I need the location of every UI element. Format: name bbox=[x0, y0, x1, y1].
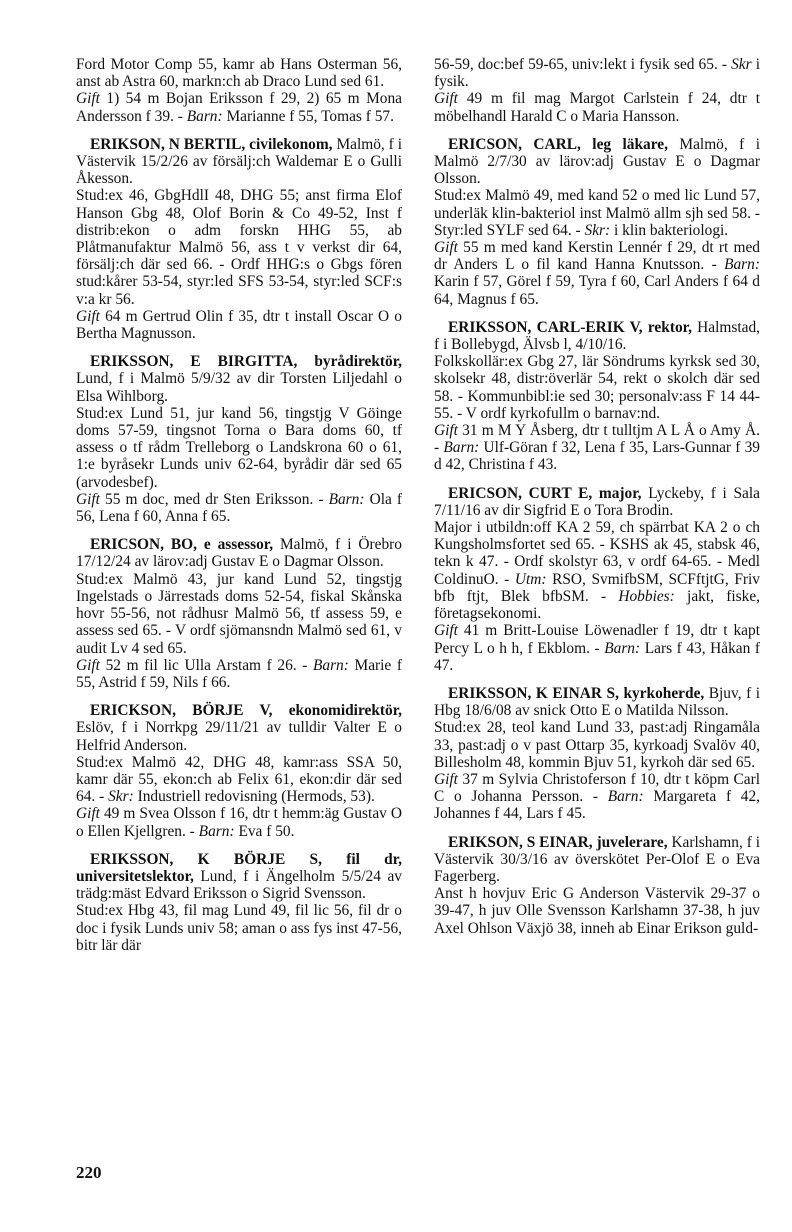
text-run: Ola f 56, Lena f 60, Anna f 65. bbox=[76, 490, 402, 526]
entry-paragraph bbox=[76, 657, 402, 691]
italic-label: Gift bbox=[76, 307, 100, 325]
entry-heading-paragraph bbox=[434, 834, 760, 886]
italic-label: Gift bbox=[76, 490, 100, 508]
text-run: 49 m Svea Olsson f 16, dtr t hemm:äg Gustav O o Ellen Kjellgren. - bbox=[76, 805, 402, 840]
text-run: Malmö, f i Örebro 17/12/24 av lärov:adj Gustav E o Dagmar Olsson. bbox=[76, 536, 402, 571]
text-run: 31 m M Y Åsberg, dtr t tulltjm A L Å o Amy Å. - bbox=[434, 422, 760, 457]
text-run: Eslöv, f i Norrkpg 29/11/21 av tulldir Valter E o Helfrid Anderson. bbox=[76, 719, 402, 754]
italic-label: Barn: bbox=[604, 639, 641, 657]
page-number: 220 bbox=[76, 1163, 102, 1182]
text-run: Stud:ex 46, GbgHdlI 48, DHG 55; anst firma Elof Hanson Gbg 48, Olof Borin & Co 49-52, Inst f distrib:ekon o adm forskn HHG 55, ab Plåtmanufaktur Malmö 56, ass t v verkst dir 64, försälj:ch där sed 66. - Ordf HHG:s o Gbgs fören stud:kårer 53-54, styr:led SFS 53-54, styr:led SCF:s v:a kr 56. bbox=[76, 187, 402, 308]
entry-paragraph bbox=[76, 56, 402, 90]
biography-entry bbox=[434, 319, 760, 474]
text-run: Marie f 55, Astrid f 59, Nils f 66. bbox=[76, 656, 402, 691]
entry-name-title: ERICSON, BO, e assessor, bbox=[90, 536, 274, 554]
italic-label: Skr: bbox=[108, 788, 134, 806]
text-run: Lars f 43, Håkan f 47. bbox=[434, 639, 760, 674]
italic-label: Hobbies: bbox=[618, 587, 675, 605]
text-run: Margareta f 42, Johannes f 44, Lars f 45. bbox=[434, 788, 761, 823]
text-run: Folkskollär:ex Gbg 27, lär Söndrums kyrksk sed 30, skolsekr 48, distr:överlär 54, rekt o skolch där sed 58. - Kommunbibl:ie sed 30; personalv:ass F 14 44-55. - V ordf kyrkofullm o barnav:nd. bbox=[434, 353, 760, 422]
biography-entry bbox=[434, 485, 760, 674]
entry-paragraph bbox=[76, 491, 402, 525]
entry-paragraph bbox=[434, 519, 760, 622]
text-run: Karin f 57, Görel f 59, Tyra f 60, Carl Anders f 64 d 64, Magnus f 65. bbox=[434, 273, 760, 308]
entry-name-title: ERICSON, CARL, leg läkare, bbox=[448, 135, 668, 153]
entry-paragraph bbox=[434, 422, 760, 474]
italic-label: Skr: bbox=[584, 221, 611, 239]
text-run: Stud:ex Lund 51, jur kand 56, tingstjg V Göinge doms 57-59, tingsnot Torna o Bara doms 60, tf assess o tf rådm Trelleborg o Landskrona 60 o 61, 1:e byråsekr Lunds univ 62-64, byrådir där sed 65 (arvodesbef). bbox=[76, 404, 402, 491]
entry-heading-paragraph bbox=[434, 485, 760, 519]
biography-entry bbox=[434, 56, 760, 125]
italic-label: Gift bbox=[434, 622, 458, 640]
entry-heading-paragraph bbox=[434, 136, 760, 188]
text-run: Lund, f i Ängelholm 5/5/24 av trädg:mäst Edvard Eriksson o Sigrid Svensson. bbox=[76, 867, 402, 903]
entry-paragraph bbox=[434, 90, 760, 124]
left-column bbox=[76, 56, 402, 965]
text-run: Karlshamn, f i Västervik 30/3/16 av överskötet Per-Olof E o Eva Fagerberg. bbox=[434, 833, 760, 885]
biography-entry bbox=[76, 353, 402, 525]
text-run: Marianne f 55, Tomas f 57. bbox=[222, 107, 394, 125]
italic-label: Barn: bbox=[186, 107, 223, 125]
entry-heading-paragraph bbox=[76, 136, 402, 188]
italic-label: Gift bbox=[76, 90, 100, 108]
entry-heading-paragraph bbox=[76, 536, 402, 570]
italic-label: Barn: bbox=[198, 822, 235, 840]
text-run: 56-59, doc:bef 59-65, univ:lekt i fysik sed 65. - bbox=[434, 56, 732, 73]
italic-label: Barn: bbox=[312, 656, 349, 674]
entry-heading-paragraph bbox=[434, 685, 760, 719]
text-run: Ulf-Göran f 32, Lena f 35, Lars-Gunnar f 39 d 42, Christina f 43. bbox=[434, 439, 760, 474]
entry-paragraph bbox=[76, 187, 402, 307]
entry-heading-paragraph bbox=[76, 353, 402, 405]
text-run: Stud:ex Malmö 43, jur kand Lund 52, tingstjg Ingelstads o Järrestads doms 52-54, fiskal Skånska hovr 55-56, not rådhusr Malmö 56, tf assess 59, e assess sed 65. - V ordf sjömansndn Malmö sed 61, v audit Lv 4 sed 65. bbox=[76, 570, 402, 657]
text-run: Stud:ex Hbg 43, fil mag Lund 49, fil lic 56, fil dr o doc i fysik Lunds univ 58; aman o ass fys inst 47-56, bitr lär där bbox=[76, 902, 402, 954]
entry-heading-paragraph bbox=[76, 851, 402, 903]
text-run: Major i utbildn:off KA 2 59, ch spärrbat KA 2 o ch Kungsholmsfortet sed 65. - KSHS ak 45, stabsk 46, tekn k 47. - Ordf skolstyr 63, v ordf 64-65. - Medl ColdinuO. - bbox=[434, 519, 760, 588]
entry-paragraph bbox=[434, 239, 760, 308]
text-run: Halmstad, f i Bollebygd, Älvsb l, 4/10/16. bbox=[434, 318, 760, 354]
entry-paragraph bbox=[434, 56, 760, 90]
entry-name-title: ERIKSSON, K BÖRJE S, fil dr, universitetslektor, bbox=[76, 850, 402, 885]
italic-label: Gift bbox=[434, 239, 458, 257]
entry-paragraph bbox=[434, 885, 760, 937]
entry-name-title: ERIKSON, S EINAR, juvelerare, bbox=[448, 833, 668, 851]
entry-paragraph bbox=[76, 805, 402, 839]
biography-entry bbox=[76, 702, 402, 840]
text-run: Malmö, f i Malmö 2/7/30 av lärov:adj Gustav E o Dagmar Olsson. bbox=[434, 135, 760, 188]
biography-entry bbox=[76, 851, 402, 954]
entry-name-title: ERIKSON, N BERTIL, civilekonom, bbox=[90, 135, 333, 153]
text-run: Anst h hovjuv Eric G Anderson Västervik 29-37 o 39-47, h juv Olle Svensson Karlshamn 37-38, h juv Axel Ohlson Växjö 38, inneh ab Einar Erikson guld- bbox=[434, 885, 760, 937]
entry-paragraph bbox=[434, 771, 760, 823]
entry-name-title: ERIKSSON, E BIRGITTA, byrådirektör, bbox=[90, 353, 402, 371]
biography-entry bbox=[76, 536, 402, 691]
italic-label: Gift bbox=[434, 90, 458, 108]
biography-entry bbox=[434, 834, 760, 937]
entry-paragraph bbox=[76, 308, 402, 342]
text-run: 1) 54 m Bojan Eriksson f 29, 2) 65 m Mona Andersson f 39. - bbox=[76, 90, 402, 125]
text-run: Bjuv, f i Hbg 18/6/08 av snick Otto E o Matilda Nilsson. bbox=[434, 684, 760, 720]
text-run: Lund, f i Malmö 5/9/32 av dir Torsten Liljedahl o Elsa Wihlborg. bbox=[76, 370, 402, 405]
italic-label: Barn: bbox=[607, 788, 644, 806]
entry-paragraph bbox=[76, 405, 402, 491]
italic-label: Barn: bbox=[328, 490, 365, 508]
italic-label: Gift bbox=[434, 770, 458, 788]
entry-paragraph bbox=[434, 187, 760, 239]
text-run: i fysik. bbox=[434, 56, 760, 91]
entry-paragraph bbox=[434, 622, 760, 674]
text-run: Ford Motor Comp 55, kamr ab Hans Osterman 56, anst ab Astra 60, markn:ch ab Draco Lund sed 61. bbox=[76, 56, 402, 91]
italic-label: Gift bbox=[434, 422, 458, 440]
italic-label: Barn: bbox=[724, 256, 760, 274]
text-run: Stud:ex Malmö 42, DHG 48, kamr:ass SSA 50, kamr där 55, ekon:ch ab Felix 61, ekon:dir där sed 64. - bbox=[76, 753, 402, 806]
text-run: Eva f 50. bbox=[234, 822, 295, 840]
entry-name-title: ERICKSON, BÖRJE V, ekonomidirektör, bbox=[90, 702, 402, 720]
biography-entry bbox=[434, 685, 760, 823]
entry-paragraph bbox=[434, 719, 760, 771]
text-run: Lyckeby, f i Sala 7/11/16 av dir Sigfrid E o Tora Brodin. bbox=[434, 484, 760, 519]
text-run: 64 m Gertrud Olin f 35, dtr t install Oscar O o Bertha Magnusson. bbox=[76, 307, 402, 343]
entry-paragraph bbox=[434, 353, 760, 422]
text-run: 52 m fil lic Ulla Arstam f 26. - bbox=[99, 656, 313, 674]
biography-entry bbox=[434, 136, 760, 308]
text-run: 55 m med kand Kerstin Lennér f 29, dt rt med dr Anders L o fil kand Hanna Knutsson. - bbox=[434, 239, 760, 274]
entry-name-title: ERIKSSON, K EINAR S, kyrkoherde, bbox=[448, 684, 705, 702]
text-run: Stud:ex Malmö 49, med kand 52 o med lic Lund 57, underläk klin-bakteriol inst Malmö allm sjh sed 58. - Styr:led SYLF sed 64. - bbox=[434, 187, 760, 239]
text-run: 49 m fil mag Margot Carlstein f 24, dtr t möbelhandl Harald C o Maria Hansson. bbox=[434, 90, 760, 125]
right-column bbox=[434, 56, 760, 948]
entry-paragraph bbox=[76, 90, 402, 124]
text-run: RSO, SvmifbSM, SCFftjtG, Friv bfb ftjt, Blek bfbSM. - bbox=[434, 570, 760, 605]
italic-label: Barn: bbox=[443, 439, 480, 457]
italic-label: Skr bbox=[731, 56, 752, 73]
entry-paragraph bbox=[76, 754, 402, 806]
italic-label: Gift bbox=[76, 805, 100, 823]
entry-heading-paragraph bbox=[76, 702, 402, 754]
text-run: Stud:ex 28, teol kand Lund 33, past:adj Ringamåla 33, past:adj o v past Ottarp 35, kyrkoadj Svalöv 40, Billesholm 48, kommin Bjuv 51, kyrkoh där sed 65. bbox=[434, 719, 760, 771]
biography-entry bbox=[76, 56, 402, 125]
text-run: 55 m doc, med dr Sten Eriksson. - bbox=[99, 490, 329, 508]
text-run: 41 m Britt-Louise Löwenadler f 19, dtr t kapt Percy L o h h, f Ekblom. - bbox=[434, 622, 760, 657]
text-run: Industriell redovisning (Hermods, 53). bbox=[133, 788, 375, 806]
text-run: jakt, fiske, företagsekonomi. bbox=[434, 587, 761, 623]
italic-label: Utm: bbox=[514, 570, 547, 588]
text-run: Malmö, f i Västervik 15/2/26 av försälj:ch Waldemar E o Gulli Åkesson. bbox=[76, 135, 402, 188]
entry-paragraph bbox=[76, 571, 402, 657]
entry-name-title: ERIKSSON, CARL-ERIK V, rektor, bbox=[448, 318, 692, 336]
entry-name-title: ERICSON, CURT E, major, bbox=[448, 484, 642, 502]
text-run: i klin bakteriologi. bbox=[610, 221, 729, 239]
text-run: 37 m Sylvia Christoferson f 10, dtr t köpm Carl C o Johanna Persson. - bbox=[434, 770, 760, 806]
entry-heading-paragraph bbox=[434, 319, 760, 353]
entry-paragraph bbox=[76, 902, 402, 954]
italic-label: Gift bbox=[76, 656, 100, 674]
biography-entry bbox=[76, 136, 402, 342]
